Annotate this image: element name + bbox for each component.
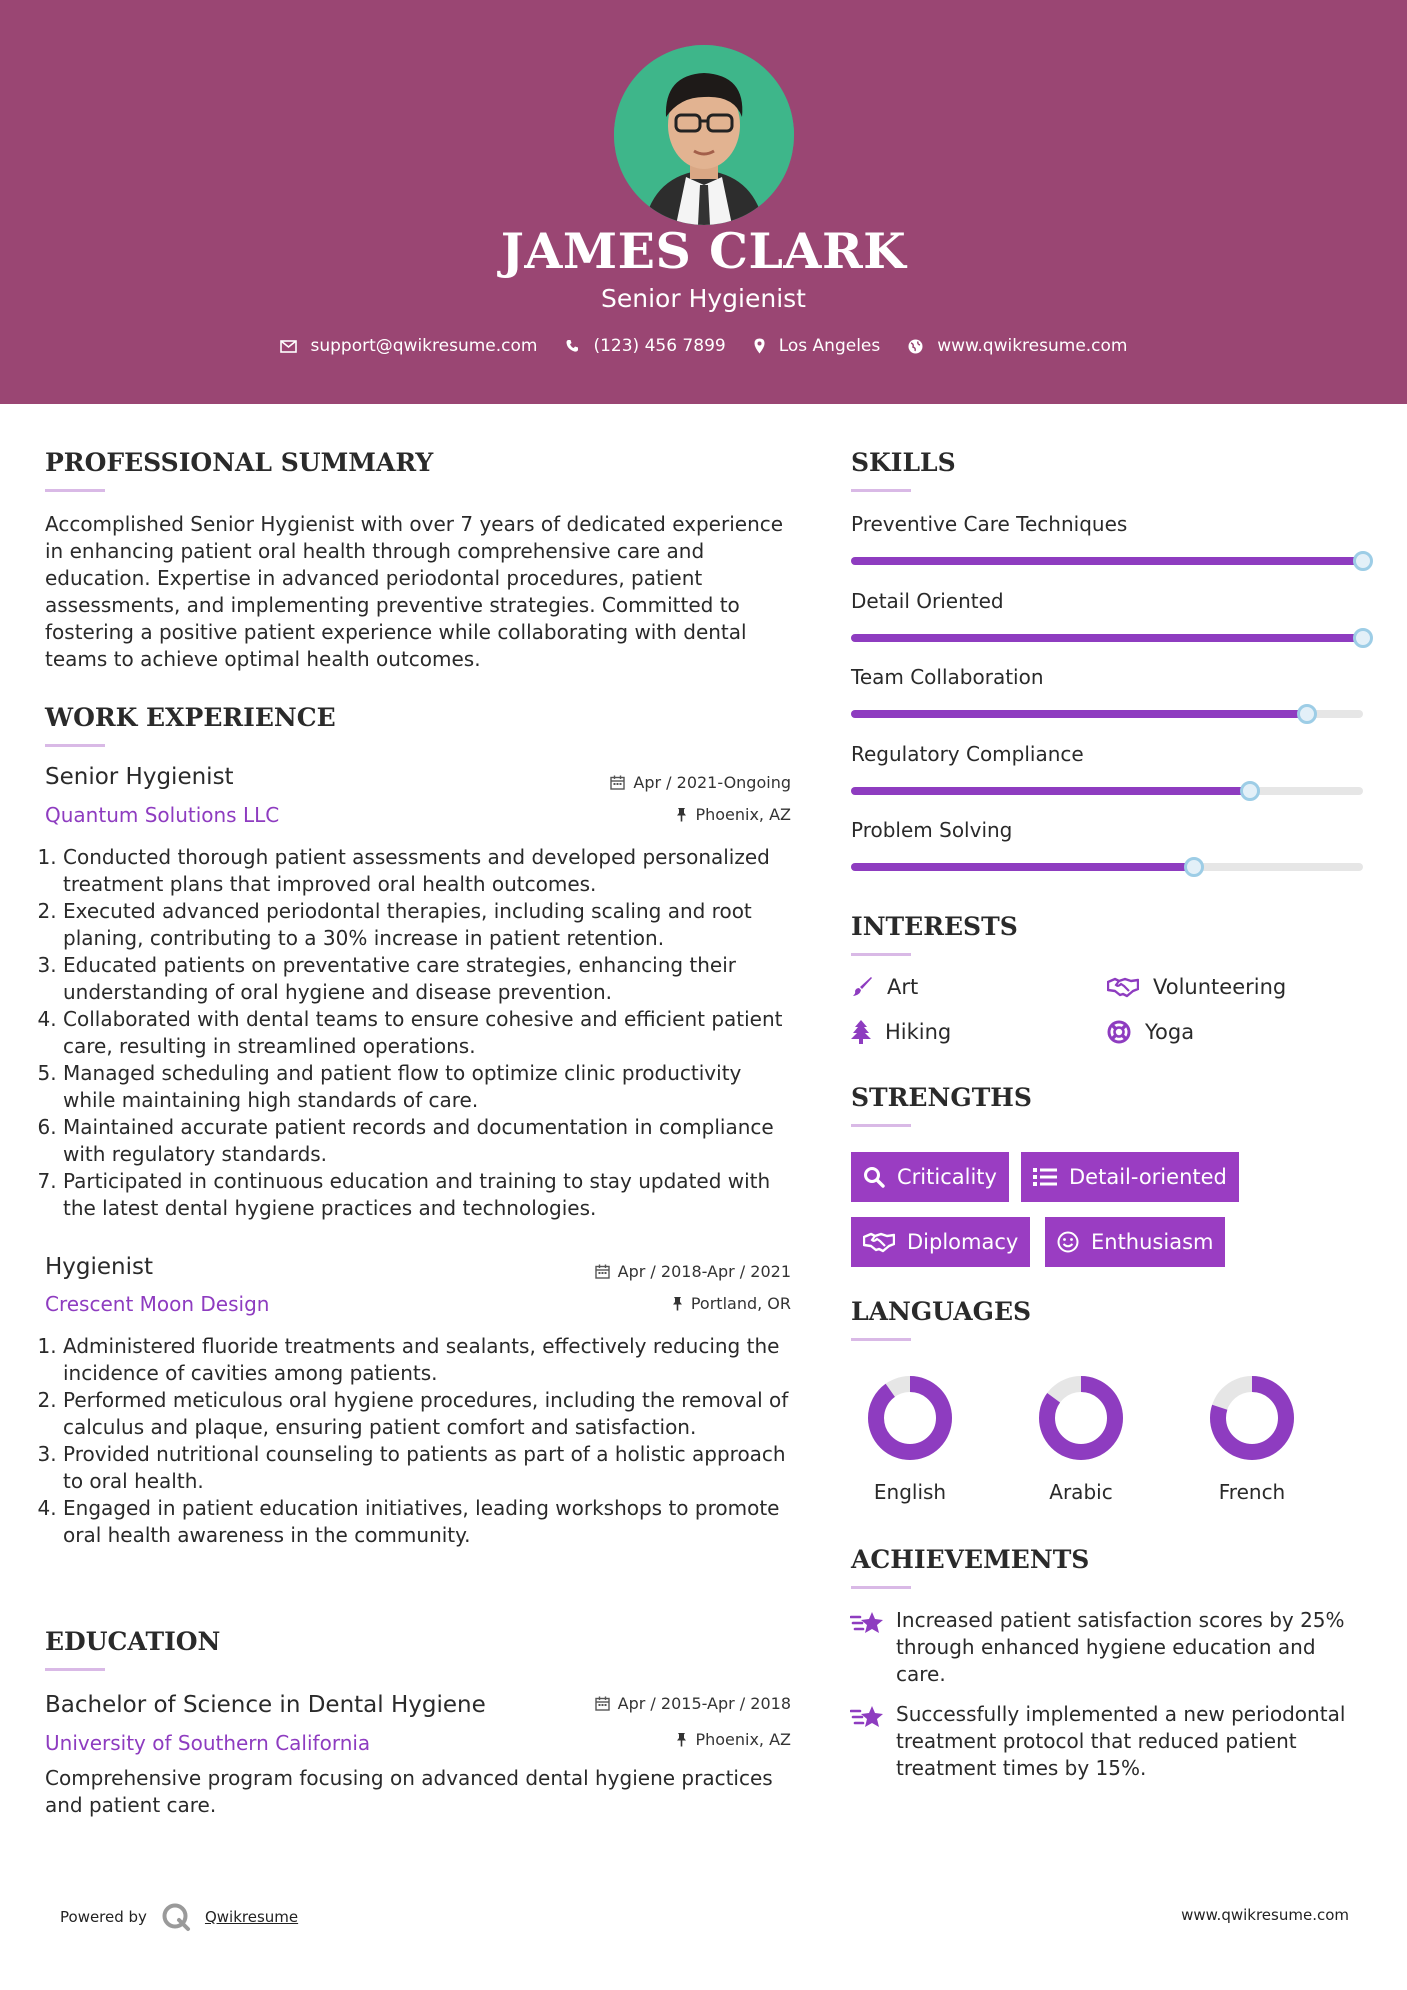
skill-label: Team Collaboration — [851, 665, 1044, 689]
interest-item-art — [851, 975, 918, 999]
profile-photo — [614, 45, 794, 225]
job-title: Senior Hygienist — [45, 764, 234, 790]
skill-label: Detail Oriented — [851, 588, 1004, 613]
work-underline — [45, 744, 105, 747]
handshake-icon — [863, 1231, 895, 1253]
skill-level-knob — [1353, 628, 1373, 648]
job-date — [595, 1262, 791, 1281]
calendar-icon — [595, 1264, 610, 1279]
strength-tag-detail-oriented — [1021, 1152, 1239, 1202]
skill-bar-fill — [851, 710, 1307, 718]
calendar-icon — [595, 1696, 610, 1711]
list-item: 4. Collaborated with dental teams to ensure cohesive and efficient patient care, resulting in streamlined operations. — [63, 1006, 800, 1060]
footer-url[interactable]: www.qwikresume.com — [1181, 1906, 1349, 1924]
summary-heading: PROFESSIONAL SUMMARY — [45, 448, 434, 477]
interest-label: Yoga — [1145, 1020, 1195, 1044]
shooting-star-icon — [850, 1703, 884, 1735]
language-donut — [1036, 1373, 1126, 1463]
interest-item-yoga — [1107, 1020, 1194, 1044]
map-pin-icon — [754, 338, 765, 354]
skill-bar — [851, 634, 1363, 642]
skill-level-knob — [1353, 551, 1373, 571]
work-heading: WORK EXPERIENCE — [45, 703, 336, 732]
list-item: 1. Conducted thorough patient assessments and developed personalized treatment plans that improved oral health outcomes. — [63, 844, 800, 898]
tree-icon — [851, 1020, 871, 1044]
phone-icon — [565, 339, 579, 353]
job-duties-list — [45, 1333, 800, 1549]
skills-heading: SKILLS — [851, 448, 956, 477]
education-underline — [45, 1668, 105, 1671]
job-date-text: Apr / 2018-Apr / 2021 — [617, 1262, 791, 1281]
candidate-title: Senior Hygienist — [601, 284, 806, 313]
brand-link[interactable]: Qwikresume — [204, 1908, 299, 1926]
contact-bar — [0, 336, 1407, 356]
donut-fill — [876, 1384, 944, 1452]
list-item: 2. Executed advanced periodontal therapies, including scaling and root planing, contributing to a 30% increase in patient retention. — [63, 898, 800, 952]
job-location-text: Phoenix, AZ — [695, 805, 791, 824]
list-item: 3. Educated patients on preventative care strategies, enhancing their understanding of oral hygiene and disease prevention. — [63, 952, 800, 1006]
job-location-text: Portland, OR — [690, 1294, 791, 1313]
list-item: 7. Participated in continuous education and training to stay updated with the latest dental hygiene practices and technologies. — [63, 1168, 800, 1222]
email-text: support@qwikresume.com — [310, 336, 538, 356]
list-item: 5. Managed scheduling and patient flow to optimize clinic productivity while maintaining high standards of care. — [63, 1060, 800, 1114]
summary-underline — [45, 489, 105, 492]
language-label: Arabic — [1049, 1480, 1113, 1504]
skill-bar — [851, 710, 1363, 718]
achievements-underline — [851, 1586, 911, 1589]
interest-label: Hiking — [885, 1020, 952, 1044]
skill-label: Regulatory Compliance — [851, 741, 1084, 766]
languages-underline — [851, 1338, 911, 1341]
language-label: French — [1218, 1480, 1286, 1504]
contact-email[interactable] — [280, 336, 538, 356]
envelope-icon — [280, 340, 297, 353]
person-portrait-icon — [614, 45, 794, 225]
strengths-underline — [851, 1124, 911, 1127]
education-location — [676, 1730, 791, 1749]
website-text: www.qwikresume.com — [937, 336, 1128, 356]
qwikresume-logo-icon — [161, 1902, 191, 1932]
strength-tag-enthusiasm — [1045, 1217, 1225, 1267]
job-location — [672, 1294, 791, 1313]
shooting-star-icon — [850, 1609, 884, 1641]
handshake-icon — [1107, 976, 1139, 998]
location-text: Los Angeles — [778, 336, 881, 356]
skill-label: Problem Solving — [851, 818, 1013, 842]
skill-level-knob — [1240, 781, 1260, 801]
skill-level-knob — [1184, 857, 1204, 877]
strength-label: Enthusiasm — [1091, 1230, 1214, 1254]
interest-item-hiking — [851, 1020, 951, 1044]
strength-label: Criticality — [897, 1165, 997, 1189]
job-location — [676, 805, 791, 824]
education-heading: EDUCATION — [45, 1627, 221, 1656]
skill-label: Preventive Care Techniques — [851, 512, 1128, 536]
education-description: Comprehensive program focusing on advanced dental hygiene practices and patient care. — [45, 1766, 773, 1817]
pushpin-icon — [676, 1732, 687, 1747]
skill-bar — [851, 557, 1363, 565]
contact-phone[interactable] — [565, 336, 725, 356]
education-date — [595, 1694, 791, 1713]
lifebuoy-icon — [1107, 1020, 1131, 1044]
achievement-item: Increased patient satisfaction scores by 25% through enhanced hygiene education and care. — [896, 1608, 1345, 1686]
company-name: Crescent Moon Design — [45, 1292, 270, 1316]
achievement-item: Successfully implemented a new periodontal treatment protocol that reduced patient treatment times by 15%. — [896, 1702, 1346, 1780]
skill-level-knob — [1297, 704, 1317, 724]
calendar-icon — [610, 775, 625, 790]
pushpin-icon — [672, 1296, 683, 1311]
job-duties-list — [45, 844, 800, 1222]
language-label: English — [873, 1480, 947, 1504]
school-name: University of Southern California — [45, 1731, 371, 1755]
powered-by-text: Powered by — [60, 1908, 147, 1926]
footer-powered-by — [60, 1902, 298, 1932]
strength-tag-diplomacy — [851, 1217, 1030, 1267]
interests-heading: INTERESTS — [851, 912, 1018, 941]
skill-bar — [851, 787, 1363, 795]
list-item: 4. Engaged in patient education initiatives, leading workshops to promote oral health awareness in the community. — [63, 1495, 800, 1549]
contact-website[interactable] — [908, 336, 1127, 356]
search-icon — [863, 1166, 885, 1188]
globe-icon — [908, 339, 923, 354]
skill-bar-fill — [851, 634, 1363, 642]
list-icon — [1033, 1167, 1057, 1187]
summary-text: Accomplished Senior Hygienist with over 7 years of dedicated experience in enhancing patient oral health through comprehensive care and education. Expertise in advanced periodontal procedures, patient assessments, and implementing preventive strategies. Committed to fostering a positive patient experience while collaborating with dental teams to achieve optimal health outcomes. — [45, 512, 784, 671]
language-donut — [865, 1373, 955, 1463]
resume-header — [0, 0, 1407, 404]
list-item: 1. Administered fluoride treatments and sealants, effectively reducing the incidence of cavities among patients. — [63, 1333, 800, 1387]
interest-label: Art — [887, 975, 919, 999]
languages-heading: LANGUAGES — [851, 1297, 1032, 1326]
list-item: 2. Performed meticulous oral hygiene procedures, including the removal of calculus and plaque, ensuring patient comfort and satisfaction. — [63, 1387, 800, 1441]
job-date — [610, 773, 791, 792]
job-title: Hygienist — [45, 1254, 154, 1280]
language-donut — [1207, 1373, 1297, 1463]
smile-icon — [1057, 1231, 1079, 1253]
phone-text: (123) 456 7899 — [593, 336, 726, 356]
education-date-text: Apr / 2015-Apr / 2018 — [617, 1694, 791, 1713]
strength-tag-criticality — [851, 1152, 1009, 1202]
interest-item-volunteering — [1107, 975, 1286, 999]
strengths-heading: STRENGTHS — [851, 1083, 1032, 1112]
list-item: 3. Provided nutritional counseling to patients as part of a holistic approach to oral health. — [63, 1441, 800, 1495]
achievements-heading: ACHIEVEMENTS — [851, 1545, 1090, 1574]
pushpin-icon — [676, 807, 687, 822]
skills-underline — [851, 489, 911, 492]
skill-bar-fill — [851, 863, 1194, 871]
skill-bar-fill — [851, 557, 1363, 565]
education-location-text: Phoenix, AZ — [695, 1730, 791, 1749]
strength-label: Diplomacy — [907, 1230, 1019, 1254]
candidate-name: JAMES CLARK — [500, 222, 907, 280]
degree-title: Bachelor of Science in Dental Hygiene — [45, 1692, 486, 1718]
strength-label: Detail-oriented — [1069, 1165, 1227, 1189]
company-name: Quantum Solutions LLC — [45, 803, 280, 827]
job-date-text: Apr / 2021-Ongoing — [633, 773, 791, 792]
interest-label: Volunteering — [1153, 975, 1287, 999]
skill-bar-fill — [851, 787, 1250, 795]
paintbrush-icon — [851, 976, 873, 998]
skill-bar — [851, 863, 1363, 871]
interests-underline — [851, 953, 911, 956]
contact-location — [754, 336, 881, 356]
list-item: 6. Maintained accurate patient records and documentation in compliance with regulatory standards. — [63, 1114, 800, 1168]
